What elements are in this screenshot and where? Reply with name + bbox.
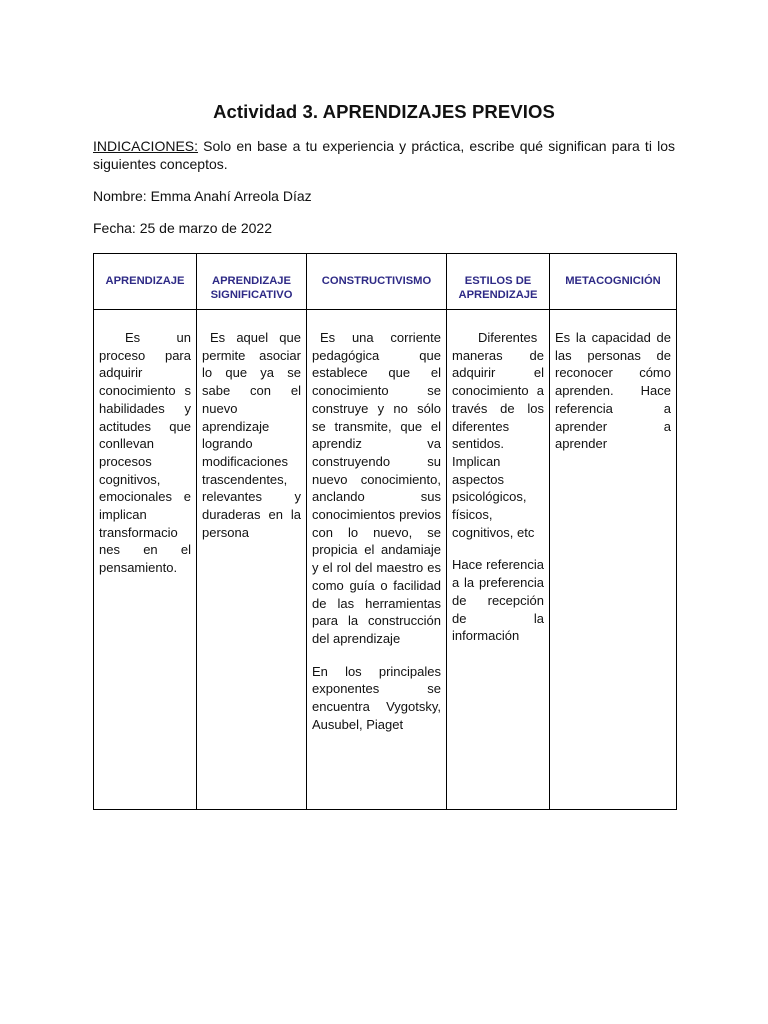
cell-metacognicion bbox=[550, 310, 677, 810]
instructions-text: Solo en base a tu experiencia y práctica, escribe qué significan para ti los siguientes conceptos. bbox=[93, 138, 675, 172]
table-header-row bbox=[94, 254, 677, 310]
instructions-paragraph bbox=[93, 138, 675, 173]
cell-paragraph: Hace referencia a la preferencia de recepción de la información bbox=[452, 557, 544, 644]
cell-paragraph: Diferentes maneras de adquirir el conocimiento a través de los diferentes sentidos. Implican aspectos psicológicos, físicos, cognitivos, etc bbox=[452, 330, 544, 540]
header-metacognicion: METACOGNICIÓN bbox=[550, 254, 677, 310]
header-constructivismo: CONSTRUCTIVISMO bbox=[307, 254, 447, 310]
concepts-table bbox=[93, 253, 677, 810]
document-date: Fecha: 25 de marzo de 2022 bbox=[93, 220, 273, 236]
table-row bbox=[94, 310, 677, 810]
cell-paragraph: Es un proceso para adquirir conocimiento s habilidades y actitudes que conllevan procesos cognitivos, emocionales e implican transformacio nes en el pensamiento. bbox=[99, 330, 191, 576]
cell-paragraph: Es la capacidad de las personas de reconocer cómo aprenden. Hace referencia a aprender a aprender bbox=[555, 330, 671, 452]
cell-aprendizaje bbox=[94, 310, 197, 810]
cell-estilos-de-aprendizaje bbox=[447, 310, 550, 810]
cell-paragraph: Es una corriente pedagógica que establece que el conocimiento se construye y no sólo se transmite, que el aprendiz va construyendo su nuevo conocimiento, anclando sus conocimientos previos con lo nuevo, se propicia el andamiaje y el rol del maestro es como guía o facilidad de las herramientas para la construcción del aprendizaje bbox=[312, 330, 441, 646]
cell-paragraph: En los principales exponentes se encuentra Vygotsky, Ausubel, Piaget bbox=[312, 663, 441, 732]
cell-aprendizaje-significativo bbox=[197, 310, 307, 810]
header-estilos-de-aprendizaje: ESTILOS DE APRENDIZAJE bbox=[447, 254, 550, 310]
cell-paragraph: Es aquel que permite asociar lo que ya se sabe con el nuevo aprendizaje logrando modificaciones trascendentes, relevantes y duraderas en la persona bbox=[202, 330, 301, 540]
cell-constructivismo bbox=[307, 310, 447, 810]
header-aprendizaje: APRENDIZAJE bbox=[94, 254, 197, 310]
student-name: Nombre: Emma Anahí Arreola Díaz bbox=[93, 188, 312, 204]
header-aprendizaje-significativo: APRENDIZAJE SIGNIFICATIVO bbox=[197, 254, 307, 310]
page-title: Actividad 3. APRENDIZAJES PREVIOS bbox=[213, 101, 555, 122]
instructions-label: INDICACIONES: bbox=[93, 138, 199, 154]
